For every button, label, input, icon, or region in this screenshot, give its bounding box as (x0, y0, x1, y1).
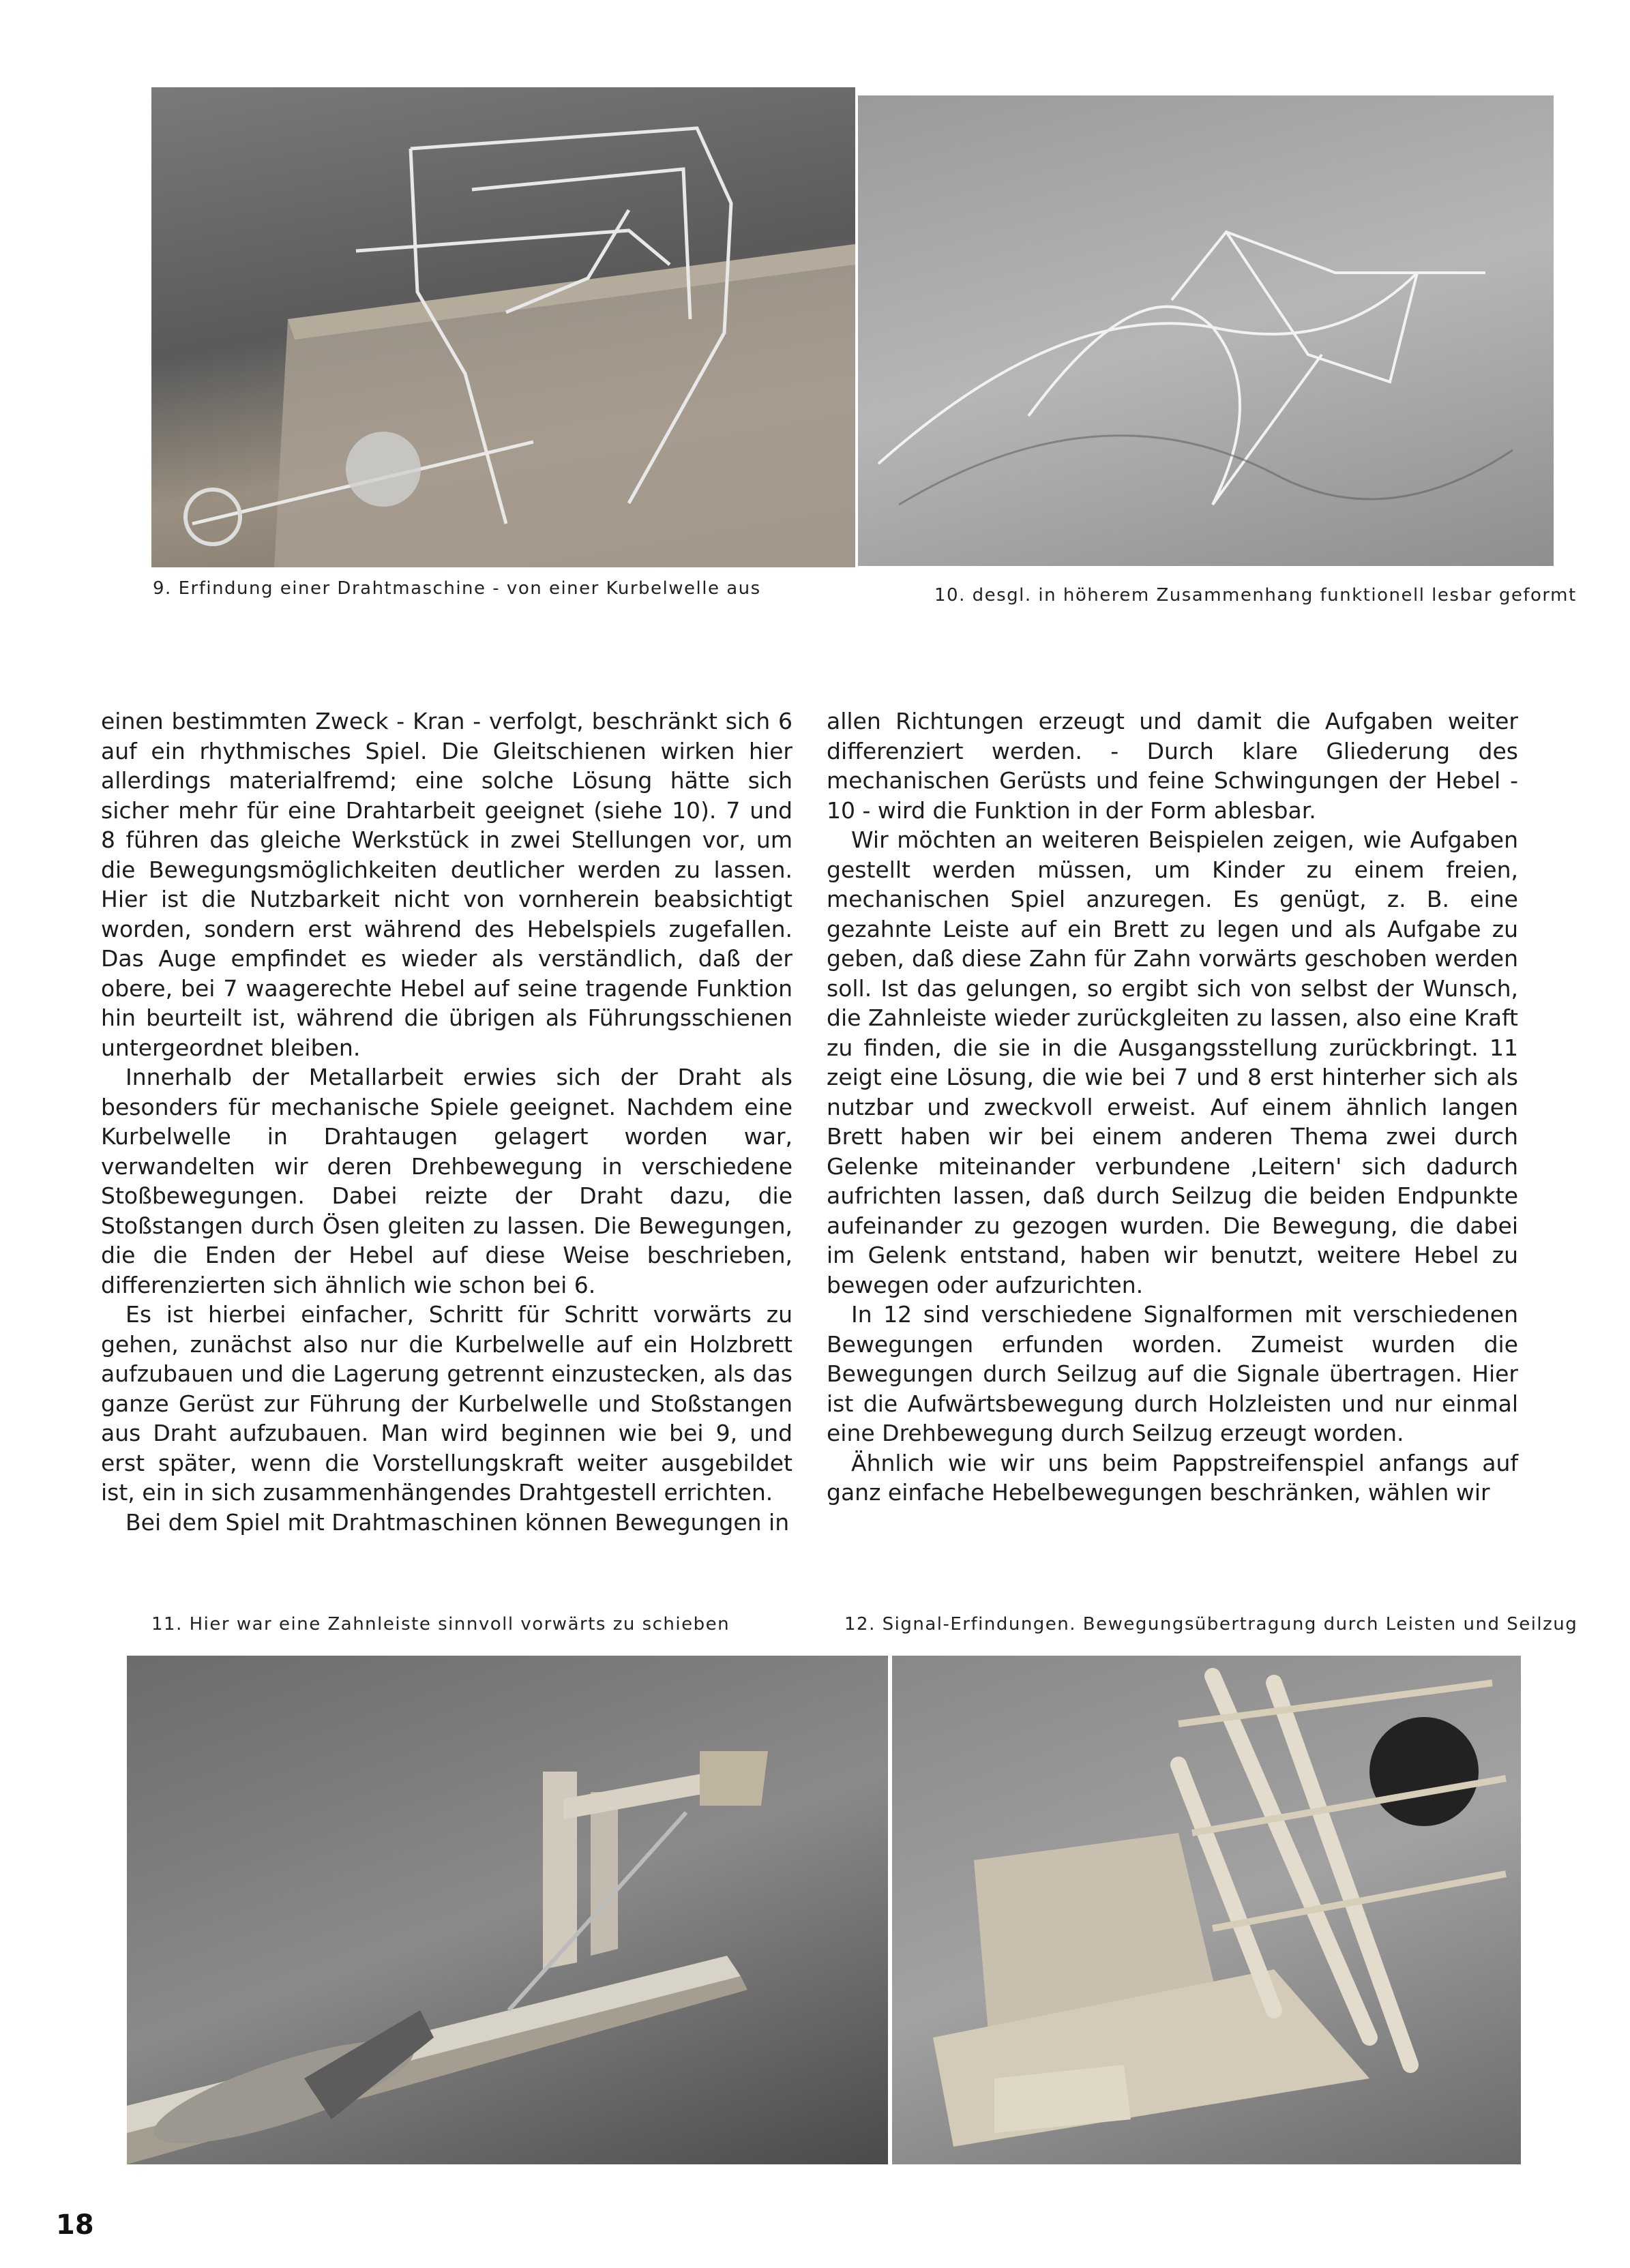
figure-12-photo (892, 1656, 1521, 2164)
figure-11-caption: 11. Hier war eine Zahnleiste sinnvoll vorwärts zu schieben (151, 1614, 730, 1635)
right-paragraph-1: allen Richtungen erzeugt und damit die Aufgaben weiter differenziert werden. - Durch klare Gliederung des mechanischen Gerüsts und feine Schwingungen der Hebel - 10 - wird die Funktion in der Form ablesbar. (827, 708, 1518, 824)
figure-9-photo (151, 87, 855, 567)
figure-12-caption: 12. Signal-Erfindungen. Bewegungsübertragung durch Leisten und Seilzug (844, 1614, 1578, 1635)
page-number: 18 (56, 2209, 94, 2241)
right-paragraph-2: Wir möchten an weiteren Beispielen zeigen, wie Aufgaben gestellt werden müssen, um Kinder zu einem freien, mechanischen Spiel anzuregen. Es genügt, z. B. eine gezahnte Leiste auf ein Brett zu legen und als Aufgabe zu geben, daß diese Zahn für Zahn vorwärts geschoben werden soll. Ist das gelungen, so ergibt sich von selbst der Wunsch, die Zahnleiste wieder zurückgleiten zu lassen, also eine Kraft zu finden, die sie in die Ausgangsstellung zurückbringt. 11 zeigt eine Lösung, die wie bei 7 und 8 erst hinterher sich als nutzbar und zweckvoll erweist. Auf einem ähnlich langen Brett haben wir bei einem anderen Thema zwei durch Gelenke miteinander verbundene ‚Leitern' sich dadurch aufrichten lassen, daß durch Seilzug die beiden Endpunkte aufeinander zu gezogen wurden. Die Bewegung, die dabei im Gelenk entstand, haben wir benutzt, weitere Hebel zu bewegen oder aufzurichten. (827, 826, 1518, 1298)
left-paragraph-1: einen bestimmten Zweck - Kran - verfolgt, beschränkt sich 6 auf ein rhythmisches Spiel. Die Gleitschienen wirken hier allerdings materialfremd; eine solche Lösung hätte sich sicher mehr für eine Drahtarbeit geeignet (siehe 10). 7 und 8 führen das gleiche Werkstück in zwei Stellungen vor, um die Bewegungsmöglichkeiten deutlicher werden zu lassen. Hier ist die Nutzbarkeit nicht von vornherein beabsichtigt worden, sondern erst während des Hebelspiels zugefallen. Das Auge empfindet es wieder als verständlich, daß der obere, bei 7 waagerechte Hebel auf seine tragende Funktion hin beurteilt ist, während die übrigen als Führungsschienen untergeordnet bleiben. (101, 708, 792, 1061)
right-paragraph-3: In 12 sind verschiedene Signalformen mit verschiedenen Bewegungen erfunden worden. Zumeist wurden die Bewegungen durch Seilzug auf die Signale übertragen. Hier ist die Aufwärtsbewegung durch Holzleisten und nur einmal eine Drehbewegung durch Seilzug erzeugt worden. (827, 1301, 1518, 1446)
figure-9-caption: 9. Erfindung einer Drahtmaschine - von einer Kurbelwelle aus (153, 578, 761, 599)
figure-10-caption: 10. desgl. in höherem Zusammenhang funktionell lesbar geformt (934, 585, 1577, 606)
left-paragraph-2: Innerhalb der Metallarbeit erwies sich der Draht als besonders für mechanische Spiele geeignet. Nachdem eine Kurbelwelle in Drahtaugen gelagert worden war, verwandelten wir deren Drehbewegung in verschiedene Stoßbewegungen. Dabei reizte der Draht dazu, die Stoßstangen durch Ösen gleiten zu lassen. Die Bewegungen, die die Enden der Hebel auf diese Weise beschrieben, differenzierten sich ähnlich wie schon bei 6. (101, 1064, 792, 1298)
left-paragraph-3: Es ist hierbei einfacher, Schritt für Schritt vorwärts zu gehen, zunächst also nur die Kurbelwelle auf ein Holzbrett aufzubauen und die Lagerung getrennt einzustecken, als das ganze Gerüst zur Führung der Kurbelwelle und Stoßstangen aus Draht aufzubauen. Man wird beginnen wie bei 9, und erst später, wenn die Vorstellungskraft weiter ausgebildet ist, ein in sich zusammenhängendes Drahtgestell errichten. (101, 1301, 792, 1506)
right-paragraph-4: Ähnlich wie wir uns beim Pappstreifenspiel anfangs auf ganz einfache Hebelbewegungen beschränken, wählen wir (827, 1449, 1518, 1506)
left-column (101, 706, 792, 1537)
figure-10-photo (858, 95, 1554, 566)
right-column (827, 706, 1518, 1508)
left-paragraph-4: Bei dem Spiel mit Drahtmaschinen können Bewegungen in (125, 1508, 790, 1536)
figure-11-photo (127, 1656, 888, 2164)
